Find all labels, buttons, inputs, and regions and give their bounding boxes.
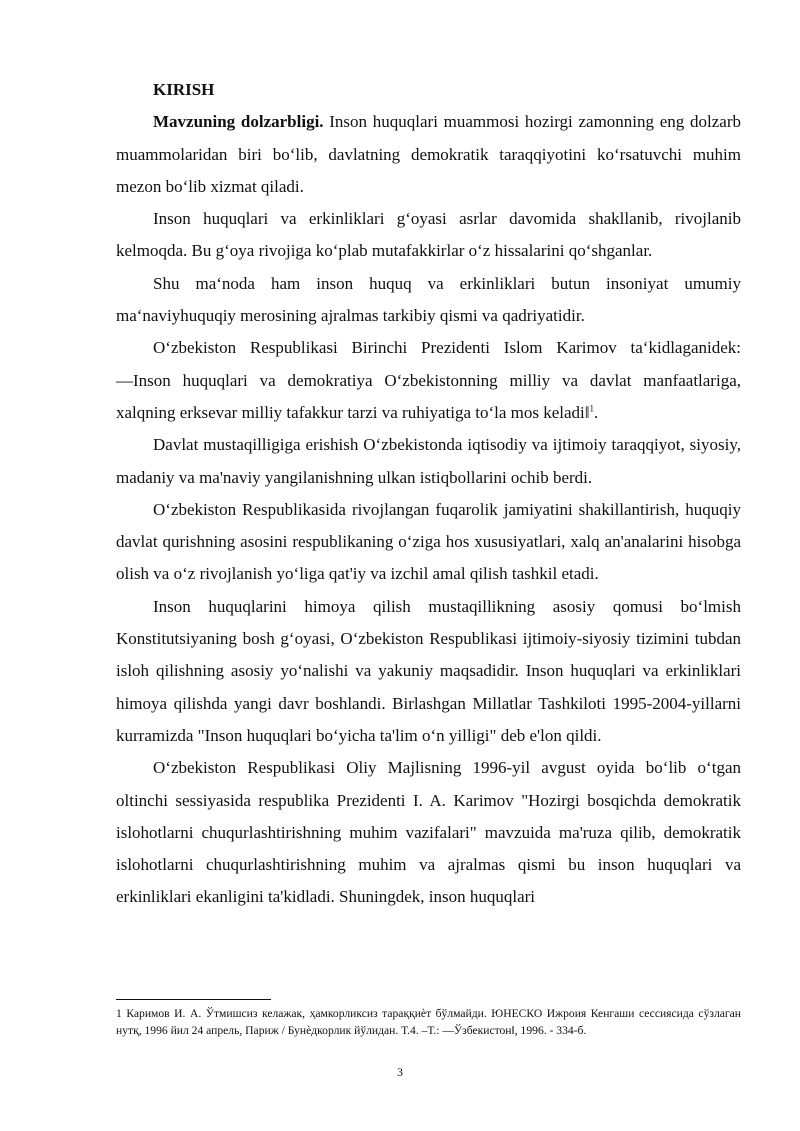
section-heading: KIRISH (153, 80, 215, 99)
lead-label: Mavzuning dolzarbligi. (153, 112, 324, 132)
paragraph-4 (116, 332, 741, 429)
paragraph-6: O‘zbekiston Respublikasida rivojlangan fuqarolik jamiyatini shakillantirish, huquqiy davlat qurishning asosini respublikaning o‘ziga hos xususiyatlari, xalq an'analarini hisobga olish va o‘z rivojlanish yo‘liga qat'iy va izchil amal qilish tashkil etadi. (116, 499, 741, 584)
footnote-text: 1 Каримов И. А. Ўтмишсиз келажак, ҳамкорликсиз тараққиѐт бўлмайди. ЮНЕСКО Ижроия Кенгаши сессиясида сўзлаган нутқ, 1996 йил 24 апрель, Париж / Бунѐдкорлик йўлидан. Т.4. –Т.: ―Ўзбекистон‖, 1996. - 334-б. (116, 1007, 741, 1037)
footnote-reference[interactable]: 1 (589, 403, 595, 414)
footnote-divider (116, 999, 271, 1000)
paragraph-4-tail: . (594, 402, 599, 422)
paragraph-1-text: Inson huquqlari muammosi hozirgi zamonning eng dolzarb muammolaridan biri bo‘lib, davlatning demokratik taraqqiyotini ko‘rsatuvchi muhim mezon bo‘lib xizmat qiladi. (116, 112, 741, 196)
paragraph-7: Inson huquqlarini himoya qilish mustaqillikning asosiy qomusi bo‘lmish Konstitutsiyaning bosh g‘oyasi, O‘zbekiston Respublikasi ijtimoiy-siyosiy tizimini tubdan isloh qilishning asosiy yo‘nalishi va yakuniy maqsadidir. Inson huquqlari va erkinliklari himoya qilishda yangi davr boshlandi. Birlashgan Millatlar Tashkiloti 1995-2004-yillarni kurramizda "Inson huquqlari bo‘yicha ta'lim o‘n yilligi" deb e'lon qildi. (116, 596, 741, 745)
paragraph-2: Inson huquqlari va erkinliklari g‘oyasi asrlar davomida shakllanib, rivojlanib kelmoqda. Bu g‘oya rivojiga ko‘plab mutafakkirlar o‘z hissalarini qo‘shganlar. (116, 209, 741, 261)
body-text (116, 74, 741, 914)
paragraph-3: Shu ma‘noda ham inson huquq va erkinliklari butun insoniyat umumiy ma‘naviyhuquqiy merosining ajralmas tarkibiy qismi va qadriyatidir. (116, 273, 741, 326)
page-number: 3 (397, 1066, 403, 1079)
paragraph-4-text: O‘zbekiston Respublikasi Birinchi Prezidenti Islom Karimov ta‘kidlaganidek: ―Inson huquqlari va demokratiya O‘zbekistonning milliy va davlat manfaatlariga, xalqning erksevar milliy tafakkur tarzi va ruhiyatiga to‘la mos keladi‖ (116, 338, 741, 422)
paragraph-8: O‘zbekiston Respublikasi Oliy Majlisning 1996-yil avgust oyida bo‘lib o‘tgan oltinchi sessiyasida respublika Prezidenti I. A. Karimov "Hozirgi bosqichda demokratik islohotlarni chuqurlashtirishning muhim vazifalari" mavzuida ma'ruza qilib, demokratik islohotlarni chuqurlashtirishning muhim va ajralmas qismi bu inson huquqlari va erkinliklari ekanligini ta'kidladi. Shuningdek, inson huquqlari (116, 758, 741, 907)
paragraph-5: Davlat mustaqilligiga erishish O‘zbekistonda iqtisodiy va ijtimoiy taraqqiyot, siyosiy, madaniy va ma'naviy yangilanishning ulkan istiqbollarini ochib berdi. (116, 435, 741, 487)
paragraph-1 (116, 106, 741, 203)
